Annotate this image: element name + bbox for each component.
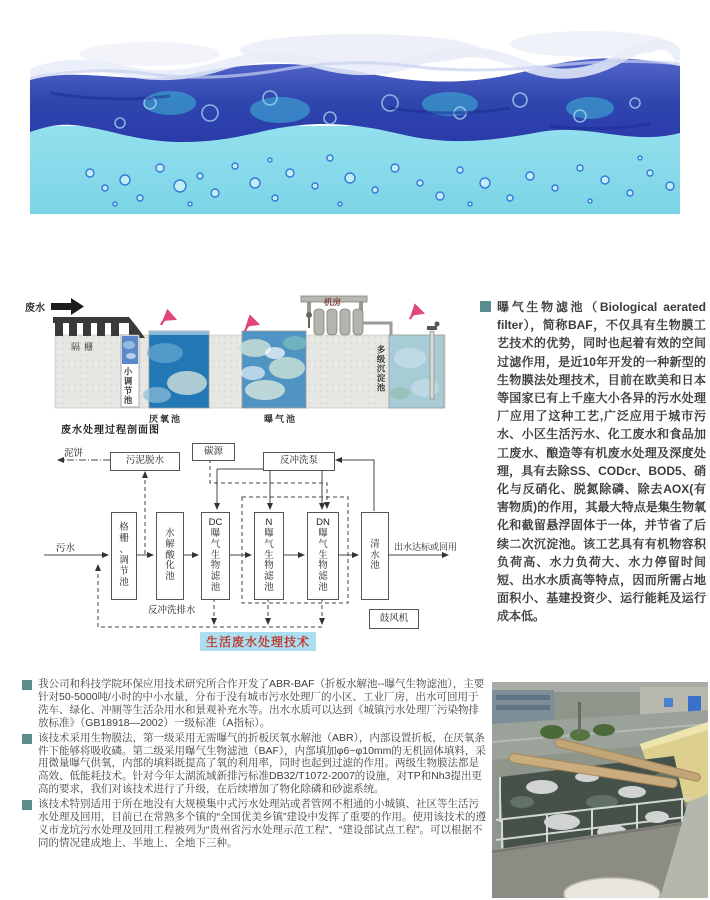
flow-box-clear-water-pool-text: 清水池: [370, 538, 380, 572]
baf-intro-paragraph: [480, 298, 706, 626]
aeration-tank-graphic: [492, 682, 708, 898]
flow-box-screen-regulating-pool: [111, 512, 137, 600]
flow-box-carbon-source: 碳源: [192, 443, 235, 461]
flow-box-clear-water-pool: [361, 512, 389, 600]
flow-box-backwash-pump: 反冲洗泵: [263, 452, 335, 471]
wastewater-cross-section-diagram: [25, 293, 470, 445]
flow-box-dc-baf-text: DC曝气生物滤池: [208, 516, 223, 594]
flow-box-n-baf: [254, 512, 284, 600]
process-flow-diagram: [20, 440, 480, 658]
cross-section-screen-label: 隔栅: [71, 342, 98, 352]
square-bullet-icon: [22, 734, 32, 744]
flow-label-effluent: 出水达标或回用: [394, 542, 458, 552]
company-abr-baf-paragraph: [22, 678, 486, 730]
water-bubbles-header-image: [30, 8, 680, 218]
cross-section-anaerobic-pool-label: 厌氧池: [149, 414, 183, 424]
water-bubbles-graphic: [30, 8, 680, 218]
application-paragraph: [22, 798, 486, 850]
flow-box-n-baf-text: N曝气生物滤池: [264, 516, 274, 594]
technology-detail-text: 该技术采用生物膜法，第一级采用无需曝气的折板厌氧水解池（ABR），内部设置折板，在厌氧条件下能够将吸收磷。第二级采用曝气生物滤池（BAF），内部填加φ6~φ10mm的无机固体填料，采用微量曝气供氧，内部的填料既提高了氧的利用率，同时也起到过滤的作用。两级生物膜法都是高效、低能耗技术。针对今年太湖流域新排污标准DB32/T1072-2007的设施，对TP和Nh3提出更高的要求，我们对该技术进行了升级，在后续增加了物化除磷和砂滤系统。: [38, 731, 486, 796]
right-text-column: [480, 298, 706, 626]
flow-box-blower: 鼓风机: [369, 609, 419, 629]
flow-label-backwash-drain: 反冲洗排水: [148, 605, 196, 616]
flow-box-screen-regulating-pool-text: 格栅、调节池: [119, 522, 129, 588]
baf-intro-text: 曝气生物滤池（Biological aerated filter），简称BAF，不仅具有生物膜工艺技术的优势，同时也起着有效的空间过滤作用，是近10年开发的一种新型的生物膜法处理技术，目前在欧美和日本等国家已有上千座大小各异的污水处理厂应用了这种工艺,广泛应用于城市污水、小区生活污水、化工废水和食品加工废水、酿造等有机废水处理及深度处理，具有去除SS、CODcr、BOD5、硝化与反硝化、脱氮除磷、除去AOX(有害物质)的作用，其最大特点是集生物氧化和截留悬浮固体于一体，并节省了后续二次沉淀池。该工艺具有有机物容积负荷高、水力负荷大、水力停留时间短、出水水质高等特点，因而所需占地面积小、基建投资少、运行能耗及运行成本低。: [497, 300, 706, 624]
bottom-text-section: [22, 678, 486, 852]
flow-box-dc-baf: [201, 512, 230, 600]
flow-label-sludge-cake: 泥饼: [64, 448, 84, 459]
flow-box-sludge-dewatering: 污泥脱水: [110, 452, 180, 471]
cross-section-small-regulating-pool-label: 小调节池: [123, 367, 133, 405]
cross-section-aeration-pool-label: 曝气池: [264, 414, 298, 424]
flow-box-dn-baf-text: DN曝气生物滤池: [316, 516, 330, 594]
square-bullet-icon: [480, 301, 491, 312]
flow-box-hydrolysis-acidification-pool: [156, 512, 184, 600]
company-abr-baf-text: 我公司和科技学院环保应用技术研究所合作开发了ABR-BAF（折板水解池--曝气生物滤池），主要针对50-5000吨/小时的中小水量，分布于没有城市污水处理厂的小区、工业厂房，出水可回用于洗车、绿化、冲厕等生活杂用水和景观补充水等。出水水质可以达到《城镇污水处理厂污染物排放标准》（GB18918—2002）一级标准（A指标）。: [38, 678, 485, 729]
application-text: 该技术特别适用于所在地没有大规模集中式污水处理站或者管网不相通的小城镇、社区等生活污水处理及回用，目前已在常熟多个镇的“全国优美乡镇”建设中发挥了重要的作用。使用该技术的遵义市龙坑污水处理及回用工程被列为“贵州省污水处理示范工程”、“建设部试点工程”。可以根据不同的情况建成地上、半地上、全地下三种。: [38, 798, 486, 849]
flow-diagram-title: 生活废水处理技术: [200, 632, 316, 651]
square-bullet-icon: [22, 680, 32, 690]
cross-section-caption: 废水处理过程剖面图: [61, 425, 160, 436]
flow-box-dn-baf: [307, 512, 339, 600]
technology-detail-paragraph: [22, 732, 486, 797]
square-bullet-icon: [22, 800, 32, 810]
cross-section-influent-label: 废水: [25, 303, 45, 314]
flow-box-hydrolysis-text: 水解酸化池: [165, 527, 175, 583]
cross-section-machine-room-label: 机房: [324, 297, 342, 307]
cross-section-multistage-sedimentation-label: 多级沉淀池: [376, 345, 386, 393]
aeration-tank-photo: [492, 682, 708, 898]
flow-label-influent: 污水: [56, 543, 76, 554]
